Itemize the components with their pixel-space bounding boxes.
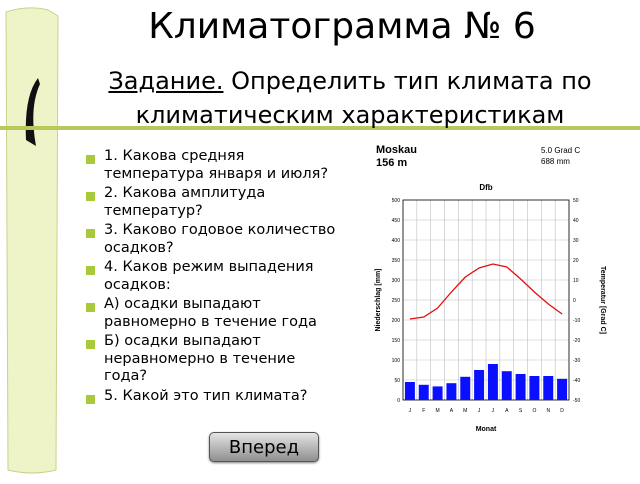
- decorative-sidebar: [0, 0, 68, 480]
- bullet-icon: [86, 189, 95, 198]
- chart-tick-label-left: 100: [391, 358, 400, 364]
- chart-bar: [460, 377, 470, 400]
- chart-bar: [529, 376, 539, 400]
- bullet-icon: [86, 152, 95, 161]
- next-button[interactable]: Вперед: [209, 432, 319, 462]
- chart-tick-label-right: -40: [573, 378, 581, 384]
- chart-bar: [543, 376, 553, 400]
- chart-elevation: 156 m: [376, 157, 408, 169]
- chart-x-tick-label: J: [408, 408, 412, 414]
- question-item: [86, 333, 342, 386]
- chart-x-tick-label: J: [477, 408, 481, 414]
- chart-x-tick-label: M: [435, 408, 440, 414]
- climate-chart: [373, 140, 608, 438]
- question-text: 1. Какова средняя температура января и июля?: [104, 148, 329, 182]
- chart-tick-label-right: 30: [573, 238, 579, 244]
- bullet-icon: [86, 263, 95, 272]
- chart-tick-label-left: 200: [391, 318, 400, 324]
- chart-x-tick-label: J: [491, 408, 495, 414]
- chart-tick-label-right: -20: [573, 338, 581, 344]
- chart-bar: [446, 383, 456, 400]
- chart-tick-label-left: 250: [391, 298, 400, 304]
- bullet-icon: [86, 392, 95, 401]
- chart-y-axis-label-left: Niederschlag [mm]: [375, 268, 382, 332]
- chart-x-tick-label: A: [505, 408, 509, 414]
- question-item: [86, 185, 342, 220]
- question-text: 5. Какой это тип климата?: [104, 387, 308, 404]
- chart-tick-label-right: -50: [573, 398, 581, 404]
- chart-tick-label-left: 400: [391, 238, 400, 244]
- chart-tick-label-right: -10: [573, 318, 581, 324]
- question-list: [86, 148, 342, 407]
- chart-tick-label-right: 20: [573, 258, 579, 264]
- chart-tick-label-left: 50: [394, 378, 400, 384]
- bullet-icon: [86, 337, 95, 346]
- chart-bar: [488, 364, 498, 400]
- chart-tick-label-right: 40: [573, 218, 579, 224]
- sidebar-panel-shape: [6, 8, 58, 473]
- chart-y-axis-label-right: Temperatur [Grad C]: [599, 266, 606, 334]
- bullet-icon: [86, 226, 95, 235]
- chart-tick-label-left: 450: [391, 218, 400, 224]
- question-item: [86, 148, 342, 183]
- question-text: 4. Каков режим выпадения осадков:: [104, 259, 314, 293]
- chart-x-tick-label: M: [463, 408, 468, 414]
- chart-x-tick-label: A: [449, 408, 454, 414]
- chart-title: Dfb: [479, 183, 493, 192]
- chart-station: Moskau: [376, 144, 417, 156]
- question-item: [86, 259, 342, 294]
- question-item: [86, 222, 342, 257]
- chart-bar: [405, 382, 415, 400]
- chart-tick-label-right: -30: [573, 358, 581, 364]
- chart-tick-label-right: 50: [573, 198, 579, 204]
- chart-x-tick-label: O: [532, 408, 537, 414]
- question-text: Б) осадки выпадают неравномерно в течение года?: [104, 333, 296, 384]
- chart-tick-label-left: 150: [391, 338, 400, 344]
- chart-tick-label-left: 0: [397, 398, 400, 404]
- question-text: А) осадки выпадают равномерно в течение года: [104, 296, 317, 330]
- question-item: [86, 296, 342, 331]
- chart-tick-label-left: 350: [391, 258, 400, 264]
- question-item: [86, 388, 342, 406]
- chart-tick-label-right: 0: [573, 298, 576, 304]
- chart-tick-label-right: 10: [573, 278, 579, 284]
- chart-tick-label-left: 300: [391, 278, 400, 284]
- chart-bar: [474, 370, 484, 400]
- chart-x-tick-label: D: [560, 408, 564, 414]
- chart-bar: [419, 385, 429, 400]
- question-text: 2. Какова амплитуда температур?: [104, 185, 266, 219]
- chart-x-tick-label: S: [518, 408, 523, 414]
- climate-chart-svg: [373, 140, 608, 438]
- question-text: 3. Каково годовое количество осадков?: [104, 222, 336, 256]
- chart-bar: [557, 379, 567, 400]
- slide-title: Климатограмма № 6: [148, 6, 536, 47]
- chart-x-tick-label: N: [546, 408, 551, 414]
- task-label: Задание.: [108, 67, 224, 95]
- chart-x-tick-label: F: [422, 408, 426, 414]
- chart-bar: [433, 386, 443, 400]
- chart-annual-precip: 688 mm: [541, 157, 570, 166]
- chart-x-axis-label: Monat: [475, 426, 497, 433]
- chart-bar: [502, 371, 512, 400]
- task-heading: [80, 64, 620, 132]
- sidebar-decoration-graphic: [0, 0, 68, 480]
- chart-annual-temp: 5.0 Grad C: [541, 146, 581, 155]
- bullet-icon: [86, 300, 95, 309]
- task-text: Определить тип климата по климатическим характеристикам: [135, 67, 592, 129]
- chart-bar: [516, 374, 526, 400]
- chart-tick-label-left: 500: [391, 198, 400, 204]
